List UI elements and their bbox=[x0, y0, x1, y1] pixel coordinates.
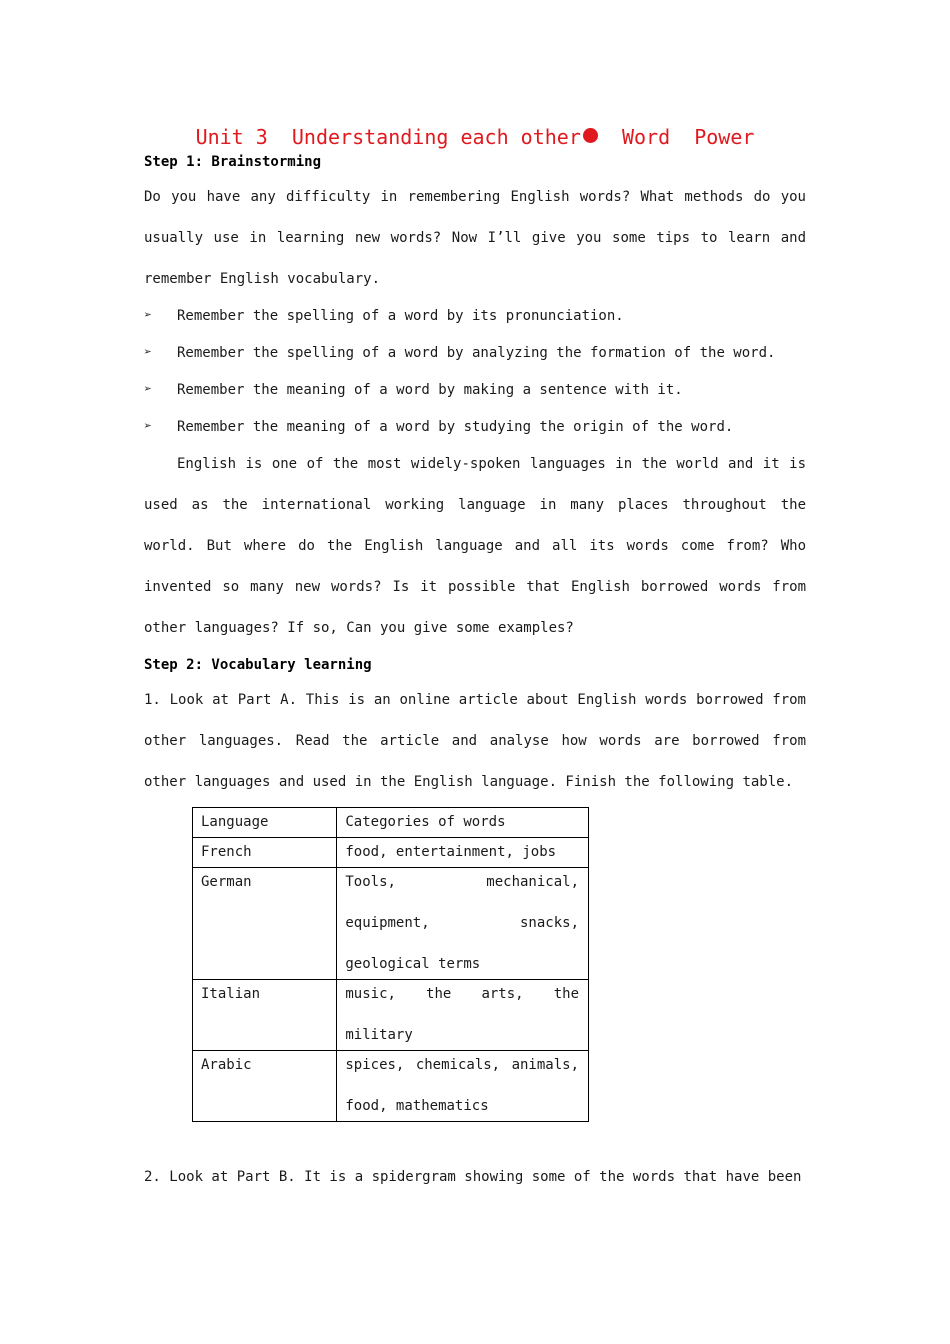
table-cell: Tools, mechanical, equipment, snacks, geological terms bbox=[337, 868, 589, 980]
table-cell: Arabic bbox=[193, 1051, 337, 1122]
step1-intro: Do you have any difficulty in remembering English words? What methods do you usually use in learning new words? Now I’ll give you some tips to learn and remember English vocabulary. bbox=[144, 189, 806, 287]
table-cell: French bbox=[193, 838, 337, 868]
step1-heading: Step 1: Brainstorming bbox=[144, 154, 322, 170]
tips-list bbox=[144, 305, 806, 453]
table-cell: spices, chemicals, animals, food, mathematics bbox=[337, 1051, 589, 1122]
list-item: ➢ Remember the meaning of a word by making a sentence with it. bbox=[144, 379, 806, 416]
list-item: ➢ Remember the meaning of a word by studying the origin of the word. bbox=[144, 416, 806, 453]
page-title bbox=[0, 122, 950, 152]
arrow-bullet-icon: ➢ bbox=[144, 308, 152, 323]
table-row bbox=[193, 980, 589, 1051]
step2-heading: Step 2: Vocabulary learning bbox=[144, 657, 372, 673]
list-item: ➢ Remember the spelling of a word by its pronunciation. bbox=[144, 305, 806, 342]
table-header-cell: Categories of words bbox=[337, 808, 589, 838]
arrow-bullet-icon: ➢ bbox=[144, 345, 152, 360]
task1-text: 1. Look at Part A. This is an online article about English words borrowed from other languages. Read the article and analyse how words are borrowed from other languages and used in the English language. Finish the following table. bbox=[144, 692, 806, 790]
title-suffix: Word Power bbox=[597, 125, 755, 149]
bullet-dot-icon bbox=[583, 128, 598, 143]
title-text: Unit 3 Understanding each other bbox=[195, 125, 581, 149]
table-cell: German bbox=[193, 868, 337, 980]
table-row bbox=[193, 1051, 589, 1122]
language-table bbox=[192, 807, 589, 1122]
table-cell: food, entertainment, jobs bbox=[337, 838, 589, 868]
step1-paragraph: English is one of the most widely-spoken languages in the world and it is used as the international working language in many places throughout the world. But where do the English language and all its words come from? Who invented so many new words? Is it possible that English borrowed words from other languages? If so, Can you give some examples? bbox=[144, 456, 806, 636]
table-cell: music, the arts, the military bbox=[337, 980, 589, 1051]
table-row bbox=[193, 868, 589, 980]
list-item: ➢ Remember the spelling of a word by analyzing the formation of the word. bbox=[144, 342, 806, 379]
task2-text: 2. Look at Part B. It is a spidergram showing some of the words that have been bbox=[144, 1169, 802, 1185]
table-cell: Italian bbox=[193, 980, 337, 1051]
table-header-cell: Language bbox=[193, 808, 337, 838]
arrow-bullet-icon: ➢ bbox=[144, 382, 152, 397]
arrow-bullet-icon: ➢ bbox=[144, 419, 152, 434]
